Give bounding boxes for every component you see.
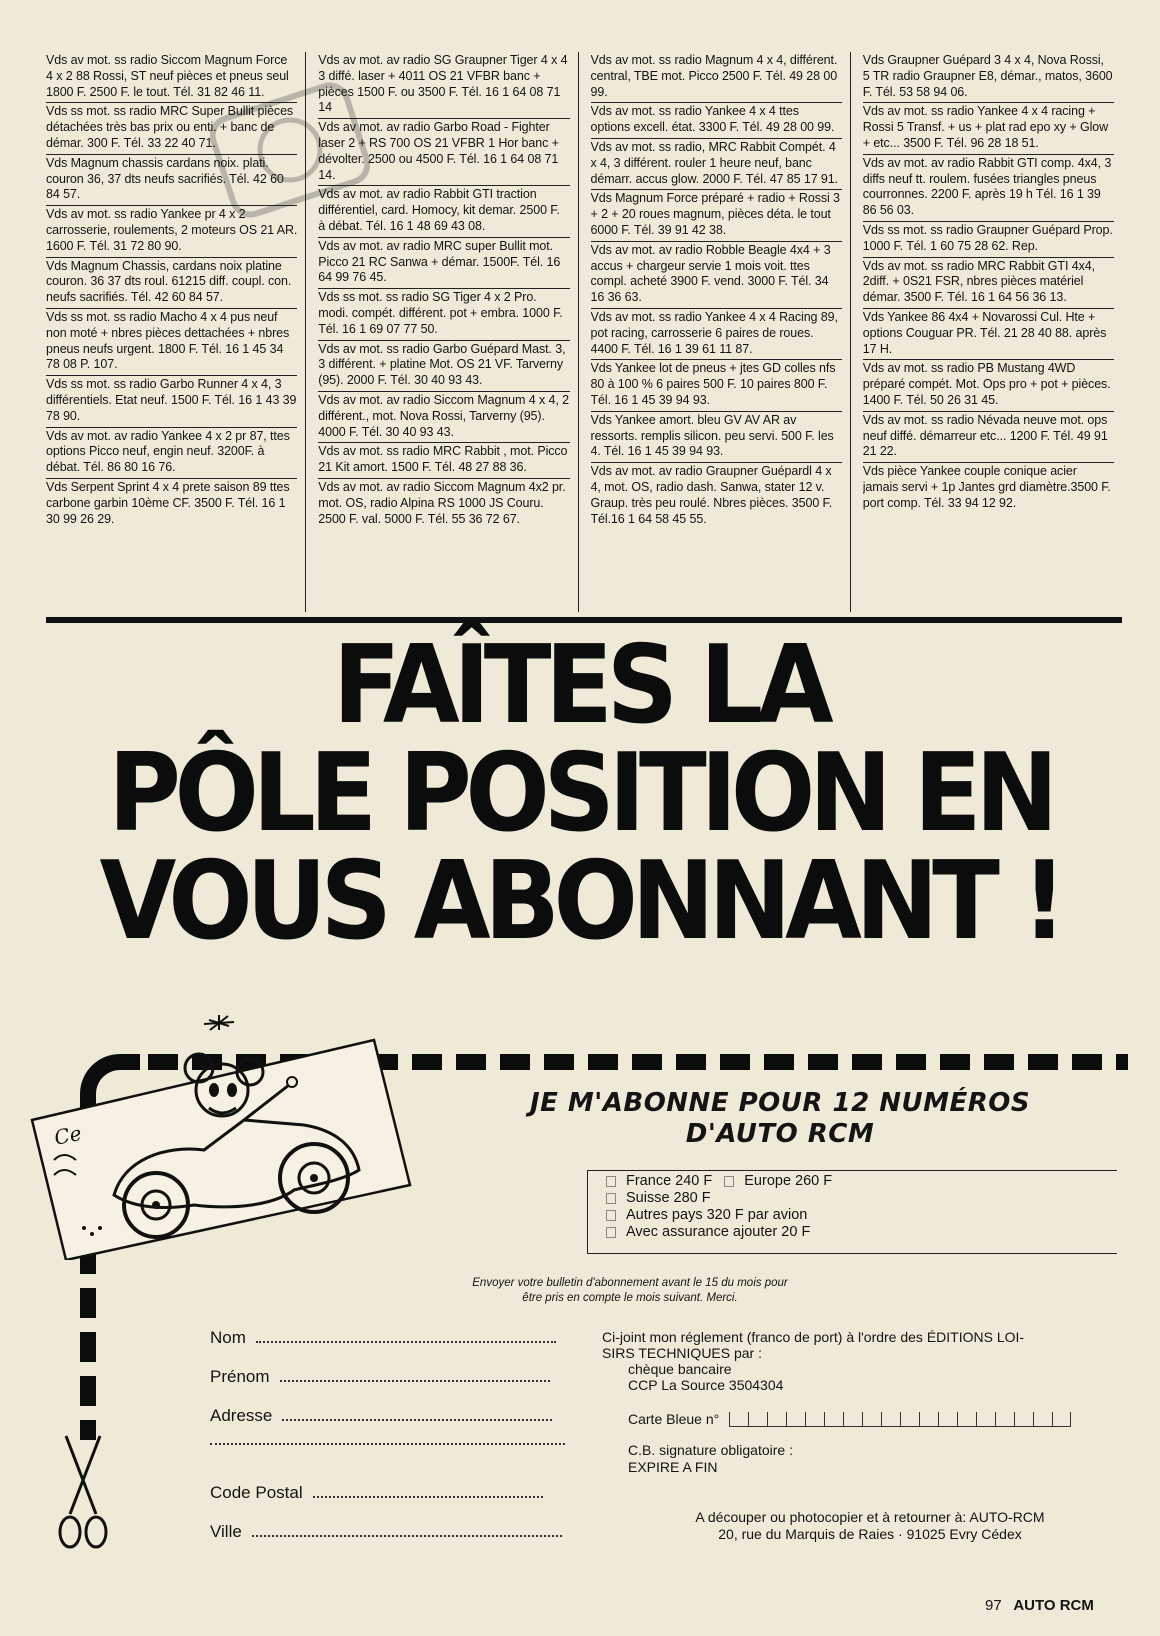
prenom-input-line[interactable] [280, 1379, 550, 1382]
classified-ad: Vds ss mot. ss radio MRC Super Bullit pièces détachées très bas prix ou enti. + banc de démar. 300 F. Tél. 33 22 40 71. [46, 103, 297, 154]
adresse-line-2[interactable] [210, 1442, 565, 1445]
classified-ad: Vds av mot. av radio Graupner Guépardl 4 x 4, mot. OS, radio dash. Sanwa, stater 12 v. Graup. très peu roulé. Nbres pièces. 3500 F. Tél.16 1 64 58 45 55. [590, 464, 833, 526]
magazine-name: AUTO RCM [1013, 1597, 1094, 1614]
price-assurance: Avec assurance ajouter 20 F [626, 1224, 811, 1240]
classified-ad: Vds av mot. av radio Robble Beagle 4x4 + 3 accus + chargeur servie 1 mois voit. ttes compl. acheté 3900 F. vend. 3000 F. Tél. 34 16 36 63. [591, 242, 842, 309]
classified-ad: Vds Magnum Chassis, cardans noix platine couron. 36 37 dts roul. 61215 diff. coupl. con. neufs sacrifiés. Tél. 42 60 84 57. [46, 258, 297, 309]
nom-field[interactable] [210, 1328, 556, 1348]
price-france: France 240 F [626, 1173, 713, 1189]
headline-line-2: PÔLE POSITION EN [108, 731, 1052, 856]
payment-section [602, 1329, 1142, 1393]
instructions-line-2: être pris en compte le mois suivant. Merci. [522, 1292, 738, 1304]
checkbox-europe[interactable] [724, 1176, 734, 1187]
price-autres-pays: Autres pays 320 F par avion [626, 1207, 808, 1223]
address-line-2: 20, rue du Marquis de Raies · 91025 Evry Cédex [718, 1526, 1022, 1542]
page-footer [985, 1597, 1094, 1614]
cartoon-mouse-car-icon [14, 1010, 414, 1260]
payment-text-line-1: Ci-joint mon réglement (franco de port) à l'ordre des ÉDITIONS LOI- [602, 1329, 1025, 1345]
code-postal-input-line[interactable] [313, 1495, 543, 1498]
checkbox-assurance[interactable] [606, 1227, 616, 1238]
adresse-input-line[interactable] [282, 1418, 552, 1421]
classified-ad: Vds av mot. ss radio Névada neuve mot. ops neuf diffé. démarreur etc... 1200 F. Tél. 49 91 21 22. [863, 412, 1114, 463]
classified-ad: Vds av mot. ss radio Yankee 4 x 4 ttes options excell. état. 3300 F. Tél. 49 28 00 99. [591, 103, 842, 139]
classified-ad: Vds Yankee amort. bleu GV AV AR av ressorts. remplis silicon. peu servi. 500 F. les 4. Tél. 16 1 45 39 94 93. [591, 412, 842, 463]
prenom-label: Prénom [210, 1367, 270, 1386]
carte-bleue-field[interactable] [628, 1411, 1071, 1427]
code-postal-field[interactable] [210, 1483, 543, 1503]
ville-input-line[interactable] [252, 1534, 562, 1537]
price-row [606, 1207, 1117, 1224]
carte-bleue-label: Carte Bleue n° [628, 1411, 720, 1427]
classified-ad: Vds Yankee 86 4x4 + Novarossi Cul. Hte + options Couguar PR. Tél. 21 28 40 88. après 17 H. [863, 309, 1114, 360]
cartoon-caption: Ce [52, 1120, 84, 1150]
subscription-title-line-1: JE M'ABONNE POUR 12 NUMÉROS [529, 1088, 1031, 1118]
nom-input-line[interactable] [256, 1340, 556, 1343]
ads-column-4 [863, 52, 1122, 612]
classified-ad: Vds av mot. av radio MRC super Bullit mot. Picco 21 RC Sanwa + démar. 1500F. Tél. 16 64 99 76 45. [318, 238, 569, 289]
classified-ads [46, 52, 1122, 612]
return-address [600, 1509, 1140, 1543]
classified-ad: Vds av mot. ss radio MRC Rabbit , mot. Picco 21 Kit amort. 1500 F. Tél. 48 27 88 36. [318, 443, 569, 479]
code-postal-label: Code Postal [210, 1483, 303, 1502]
classified-ad: Vds av mot. av radio Yankee 4 x 2 pr 87, ttes options Picco neuf, engin neuf. 3200F. à débat. Tél. 86 80 16 76. [46, 428, 297, 479]
classified-ad: Vds av mot. ss radio Yankee 4 x 4 Racing 89, pot racing, carrosserie 6 paires de roues. 4400 F. Tél. 16 1 39 61 11 87. [591, 309, 842, 360]
classified-ad: Vds av mot. ss radio Siccom Magnum Force 4 x 2 88 Rossi, ST neuf pièces et pneus seul 1800 F. 2500 F. le tout. Tél. 31 82 46 11. [46, 52, 297, 103]
payment-ccp: CCP La Source 3504304 [628, 1377, 784, 1393]
classified-ad: Vds Yankee lot de pneus + jtes GD colles nfs 80 à 100 % 6 paires 500 F. 10 paires 800 F. Tél. 16 1 45 39 94 93. [591, 360, 842, 411]
prenom-field[interactable] [210, 1367, 550, 1387]
headline-line-3: VOUS ABONNANT ! [99, 839, 1061, 964]
classified-ad: Vds av mot. ss radio Garbo Guépard Mast. 3, 3 différent. + platine Mot. OS 21 VF. Tarverny (95). 2000 F. Tél. 30 40 93 43. [318, 341, 569, 392]
subscription-options [587, 1170, 1117, 1254]
classified-ad: Vds av mot. av radio Rabbit GTI traction différentiel, card. Homocy, kit demar. 2500 F. à débat. Tél. 16 1 48 69 43 08. [318, 186, 569, 237]
ville-label: Ville [210, 1522, 242, 1541]
page-number: 97 [985, 1597, 1002, 1614]
classified-ad: Vds Magnum chassis cardans noix. plati. couron 36, 37 dts neufs sacrifiés. Tél. 42 60 84 57. [46, 155, 297, 206]
ads-column-2 [318, 52, 578, 612]
subscription-title-line-2: D'AUTO RCM [685, 1119, 875, 1149]
headline [0, 623, 1160, 964]
adresse-label: Adresse [210, 1406, 273, 1425]
price-suisse: Suisse 280 F [626, 1190, 711, 1206]
price-row [606, 1173, 1117, 1190]
signature-label: C.B. signature obligatoire : [628, 1442, 793, 1458]
price-row [606, 1190, 1117, 1207]
classified-ad: Vds av mot. av radio Siccom Magnum 4x2 pr. mot. OS, radio Alpina RS 1000 JS Couru. 2500 F. val. 5000 F. Tél. 55 36 72 67. [318, 479, 566, 526]
price-europe: Europe 260 F [744, 1173, 833, 1189]
classified-ad: Vds Magnum Force préparé + radio + Rossi 3 + 2 + 20 roues magnum, pièces déta. le tout 6000 F. Tél. 39 91 42 38. [591, 190, 842, 241]
classified-ad: Vds av mot. av radio Garbo Road - Fighter laser 2 + RS 700 OS 21 VFBR 1 Hor banc + dévolter. 2500 ou 4500 F. Tél. 16 1 64 08 71 14. [318, 119, 569, 186]
classified-ad: Vds av mot. av radio Siccom Magnum 4 x 4, 2 différent., mot. Nova Rossi, Tarverny (95). 4000 F. Tél. 30 40 93 43. [318, 392, 569, 443]
subscription-instructions [400, 1276, 860, 1306]
price-row [606, 1224, 1117, 1241]
checkbox-autres-pays[interactable] [606, 1210, 616, 1221]
carte-bleue-number-boxes[interactable] [729, 1412, 1071, 1427]
classified-ad: Vds av mot. av radio Rabbit GTI comp. 4x4, 3 diffs neuf tt. roulem. fusées triangles pneus courronnes. 2200 F. après 19 h Tél. 16 1 39 86 56 03. [863, 155, 1114, 222]
classified-ad: Vds Graupner Guépard 3 4 x 4, Nova Rossi, 5 TR radio Graupner E8, démar., matos, 3600 F. Tél. 53 58 94 06. [863, 52, 1114, 103]
ads-column-1 [46, 52, 306, 612]
scissors-icon [58, 1432, 108, 1554]
classified-ad: Vds av mot. ss radio MRC Rabbit GTI 4x4, 2diff. + 0S21 FSR, nbres pièces matériel démar. 3500 F. Tél. 16 1 64 56 36 13. [863, 258, 1114, 309]
nom-label: Nom [210, 1328, 246, 1347]
checkbox-suisse[interactable] [606, 1193, 616, 1204]
adresse-field[interactable] [210, 1406, 552, 1426]
payment-cheque: chèque bancaire [628, 1361, 732, 1377]
classified-ad: Vds av mot. ss radio Yankee 4 x 4 racing + Rossi 5 Transf. + us + plat rad epo xy + Glow + etc... 3500 F. Tél. 96 28 18 51. [863, 103, 1114, 154]
classified-ad: Vds ss mot. ss radio Macho 4 x 4 pus neuf non moté + nbres pièces dettachées + nbres pneus neufs urgent. 1800 F. Tél. 16 1 45 34 78 08 P. 107. [46, 309, 297, 376]
classified-ad: Vds Serpent Sprint 4 x 4 prete saison 89 ttes carbone garbin 10ème CF. 3500 F. Tél. 16 1 30 99 26 29. [46, 479, 290, 526]
classified-ad: Vds ss mot. ss radio Garbo Runner 4 x 4, 3 différentiels. Etat neuf. 1500 F. Tél. 16 1 43 39 78 90. [46, 376, 297, 427]
payment-text-line-2: SIRS TECHNIQUES par : [602, 1345, 763, 1361]
adresse-input-line-2[interactable] [210, 1442, 565, 1445]
ville-field[interactable] [210, 1522, 562, 1542]
signature-section [628, 1442, 793, 1476]
expire-label: EXPIRE A FIN [628, 1459, 718, 1475]
classified-ad: Vds pièce Yankee couple conique acier jamais servi + 1p Jantes grd diamètre.3500 F. port comp. Tél. 33 94 12 92. [862, 464, 1111, 510]
classified-ad: Vds av mot. ss radio Yankee pr 4 x 2 carrosserie, roulements, 2 moteurs OS 21 AR. 1600 F. Tél. 31 72 80 90. [46, 206, 297, 257]
classified-ad: Vds ss mot. ss radio Graupner Guépard Prop. 1000 F. Tél. 1 60 75 28 62. Rep. [863, 222, 1114, 258]
classified-ad: Vds av mot. av radio SG Graupner Tiger 4 x 4 3 diffé. laser + 4011 OS 21 VFBR banc + pièces 1500 F. ou 3500 F. Tél. 16 1 64 08 71 14 [318, 52, 569, 119]
classified-ad: Vds av mot. ss radio PB Mustang 4WD préparé compét. Mot. Ops pro + pot + pièces. 1400 F. Tél. 50 26 31 45. [863, 360, 1114, 411]
subscription-title [470, 1088, 1090, 1150]
checkbox-france[interactable] [606, 1176, 616, 1187]
classified-ad: Vds av mot. ss radio, MRC Rabbit Compét. 4 x 4, 3 différent. rouler 1 heure neuf, banc démarr. accus glow. 2000 F. Tél. 47 85 17 91. [591, 139, 842, 190]
address-line-1: A découper ou photocopier et à retourner à: AUTO-RCM [695, 1509, 1045, 1525]
ads-column-3 [591, 52, 851, 612]
headline-line-1: FAÎTES LA [332, 623, 828, 748]
instructions-line-1: Envoyer votre bulletin d'abonnement avant le 15 du mois pour [472, 1277, 788, 1289]
classified-ad: Vds ss mot. ss radio SG Tiger 4 x 2 Pro. modi. compét. différent. pot + embra. 1000 F. Tél. 16 1 69 07 77 50. [318, 289, 569, 340]
classified-ad: Vds av mot. ss radio Magnum 4 x 4, différent. central, TBE mot. Picco 2500 F. Tél. 49 28 00 99. [591, 52, 842, 103]
